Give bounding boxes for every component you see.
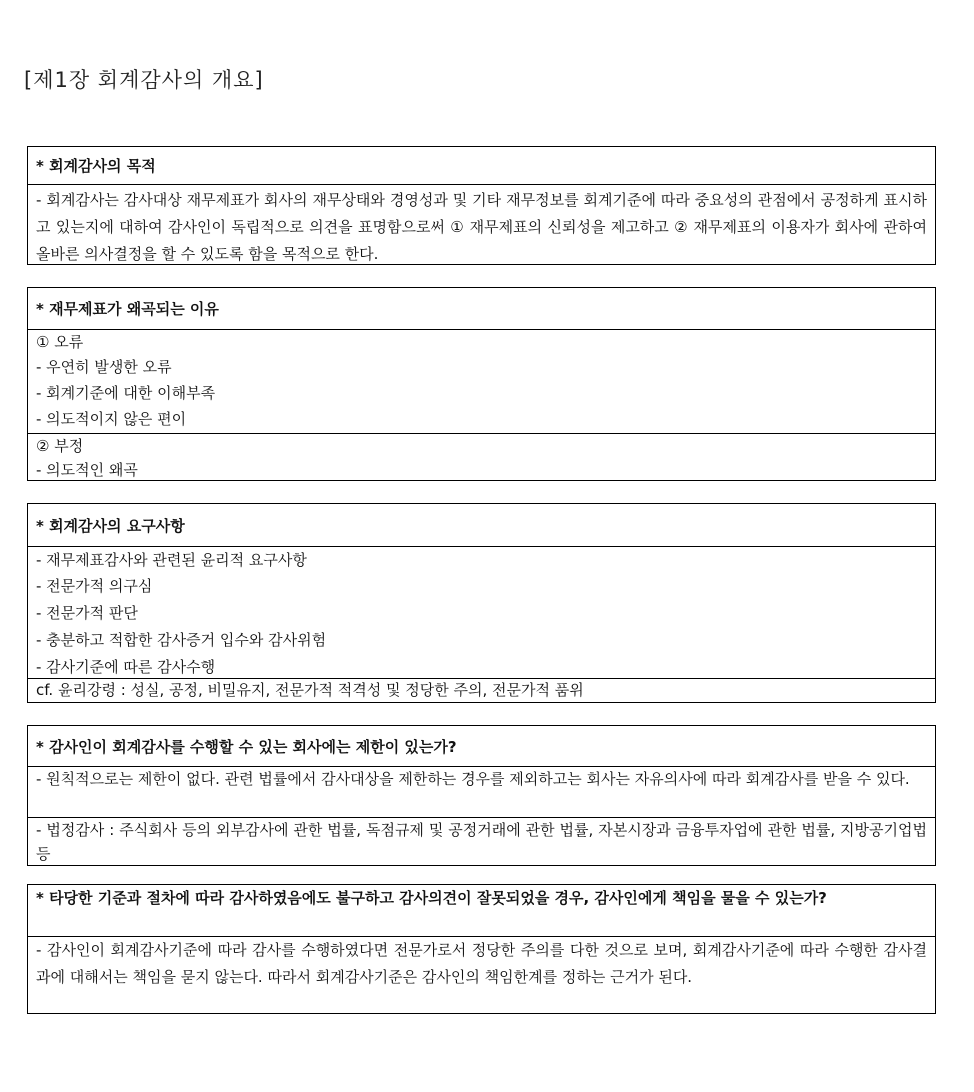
error-section: [28, 330, 935, 433]
list-item: - 회계기준에 대한 이해부족: [36, 384, 216, 402]
error-title: ① 오류: [36, 333, 84, 351]
list-item: - 전문가적 판단: [36, 604, 138, 622]
fraud-section: [28, 433, 935, 484]
ethics-note-section: [28, 678, 935, 704]
requirements-box: [27, 503, 936, 703]
purpose-box: [27, 146, 936, 265]
purpose-body-section: [28, 185, 935, 270]
list-item: - 전문가적 의구심: [36, 577, 153, 595]
liability-box: [27, 884, 936, 1014]
requirements-heading: * 회계감사의 요구사항: [28, 504, 935, 547]
fraud-title: ② 부정: [36, 437, 84, 455]
list-item: - 감사기준에 따른 감사수행: [36, 658, 216, 676]
requirements-list-section: [28, 547, 935, 678]
liability-heading-row: [28, 885, 935, 937]
limits-body2-section: [28, 817, 935, 868]
liability-body: - 감사인이 회계감사기준에 따라 감사를 수행하였다면 전문가로서 정당한 주의를 다한 것으로 보며, 회계감사기준에 따라 수행한 감사결과에 대해서는 책임을 묻지 않는다. 따라서 회계감사기준은 감사인의 책임한계를 정하는 근거가 된다.: [36, 941, 927, 986]
limits-body1-section: [28, 767, 935, 817]
list-item: - 의도적인 왜곡: [36, 461, 138, 479]
list-item: - 의도적이지 않은 편이: [36, 410, 187, 428]
list-item: - 우연히 발생한 오류: [36, 358, 172, 376]
liability-heading: * 타당한 기준과 절차에 따라 감사하였음에도 불구하고 감사의견이 잘못되었을 경우, 감사인에게 책임을 물을 수 있는가?: [36, 889, 827, 907]
liability-body-section: [28, 937, 935, 993]
chapter-title: [제1장 회계감사의 개요]: [24, 68, 264, 92]
distortion-box: [27, 287, 936, 481]
limits-body2: - 법정감사 : 주식회사 등의 외부감사에 관한 법률, 독점규제 및 공정거래에 관한 법률, 자본시장과 금융투자업에 관한 법률, 지방공기업법 등: [36, 821, 927, 863]
list-item: - 충분하고 적합한 감사증거 입수와 감사위험: [36, 631, 327, 649]
ethics-note: cf. 윤리강령 : 성실, 공정, 비밀유지, 전문가적 적격성 및 정당한 주의, 전문가적 품위: [36, 681, 584, 699]
limits-box: [27, 725, 936, 866]
distortion-heading: * 재무제표가 왜곡되는 이유: [28, 288, 935, 330]
limits-body1: - 원칙적으로는 제한이 없다. 관련 법률에서 감사대상을 제한하는 경우를 제외하고는 회사는 자유의사에 따라 회계감사를 받을 수 있다.: [36, 770, 910, 788]
purpose-body: - 회계감사는 감사대상 재무제표가 회사의 재무상태와 경영성과 및 기타 재무정보를 회계기준에 따라 중요성의 관점에서 공정하게 표시하고 있는지에 대하여 감사인이 독립적으로 의견을 표명함으로써 ① 재무제표의 신뢰성을 제고하고 ② 재무제표의 이용자가 회사에 관하여 올바른 의사결정을 할 수 있도록 함을 목적으로 한다.: [36, 191, 927, 263]
purpose-heading: * 회계감사의 목적: [28, 147, 935, 185]
limits-heading: * 감사인이 회계감사를 수행할 수 있는 회사에는 제한이 있는가?: [28, 726, 935, 767]
list-item: - 재무제표감사와 관련된 윤리적 요구사항: [36, 551, 307, 569]
